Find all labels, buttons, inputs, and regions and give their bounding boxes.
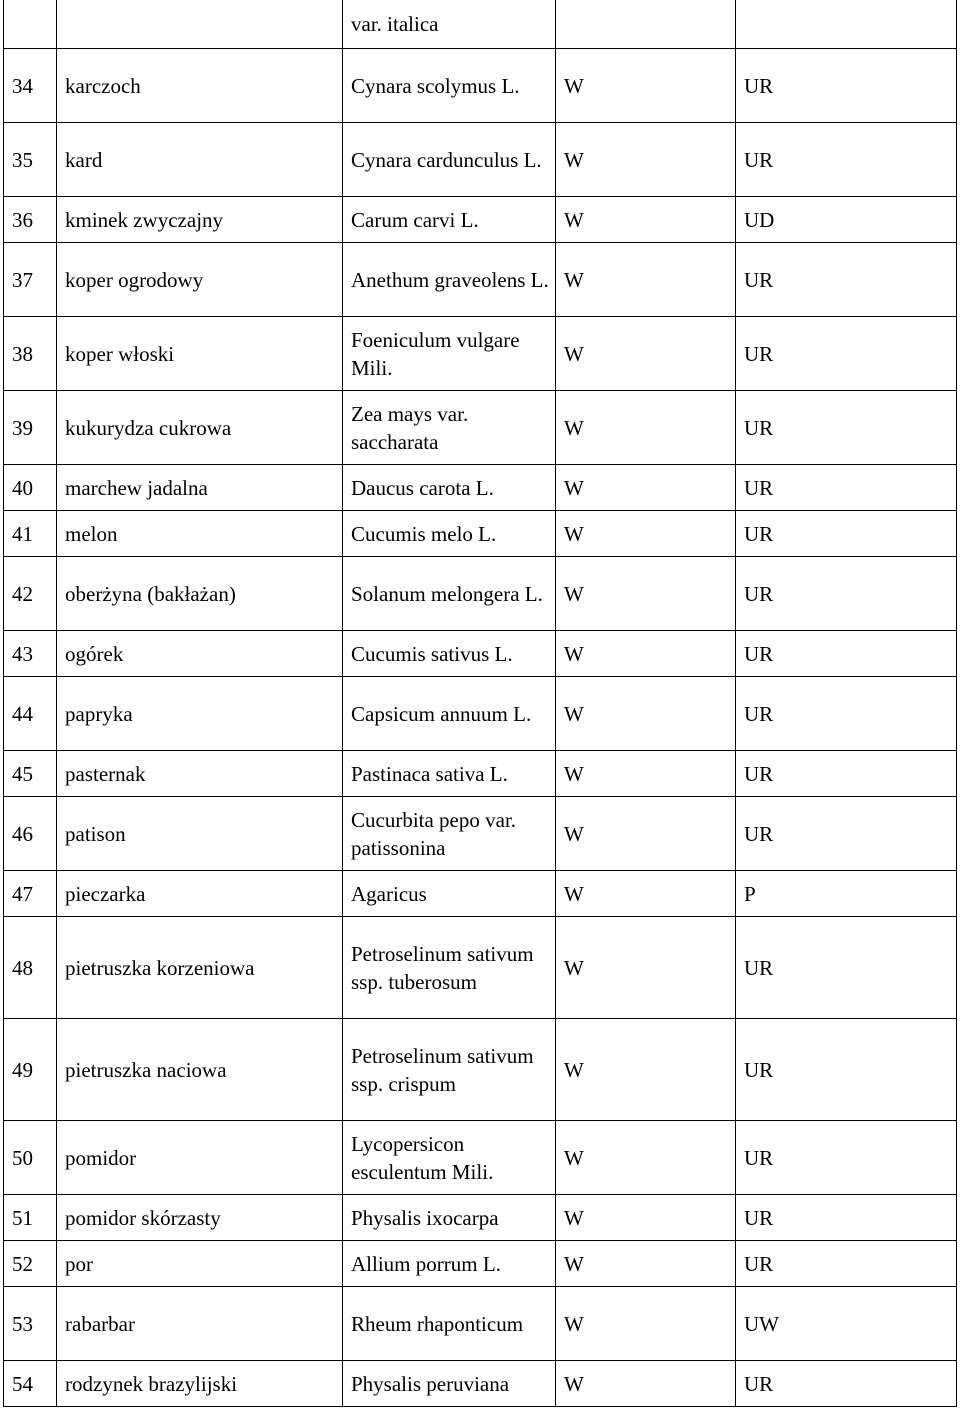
table-row [4,1361,957,1407]
group-code-cell: W [556,197,736,243]
table-row [4,1019,957,1121]
category-code-cell: UR [736,1121,957,1195]
row-number-cell: 37 [4,243,57,317]
group-code-cell: W [556,1287,736,1361]
row-number-cell: 46 [4,797,57,871]
species-table-body [4,0,957,1407]
common-name-cell: pasternak [57,751,343,797]
row-number-cell: 52 [4,1241,57,1287]
common-name-cell: marchew jadalna [57,465,343,511]
category-code-cell [736,0,957,49]
category-code-cell: UR [736,123,957,197]
category-code-cell: UR [736,1241,957,1287]
latin-name-cell: Petroselinum sativum ssp. tuberosum [343,917,556,1019]
row-number-cell [4,0,57,49]
row-number-cell: 35 [4,123,57,197]
common-name-cell: rodzynek brazylijski [57,1361,343,1407]
latin-name-cell: var. italica [343,0,556,49]
table-row [4,677,957,751]
category-code-cell: UR [736,917,957,1019]
common-name-cell [57,0,343,49]
category-code-cell: UR [736,677,957,751]
common-name-cell: pietruszka korzeniowa [57,917,343,1019]
row-number-cell: 43 [4,631,57,677]
common-name-cell: patison [57,797,343,871]
group-code-cell: W [556,1195,736,1241]
category-code-cell: UR [736,797,957,871]
table-row [4,123,957,197]
row-number-cell: 41 [4,511,57,557]
table-row [4,243,957,317]
category-code-cell: UD [736,197,957,243]
row-number-cell: 40 [4,465,57,511]
latin-name-cell: Zea mays var. saccharata [343,391,556,465]
category-code-cell: UR [736,1361,957,1407]
latin-name-cell: Physalis peruviana [343,1361,556,1407]
category-code-cell: UR [736,1019,957,1121]
category-code-cell: UR [736,1195,957,1241]
group-code-cell: W [556,751,736,797]
common-name-cell: por [57,1241,343,1287]
table-row [4,797,957,871]
common-name-cell: melon [57,511,343,557]
group-code-cell: W [556,465,736,511]
common-name-cell: ogórek [57,631,343,677]
category-code-cell: UR [736,465,957,511]
latin-name-cell: Foeniculum vulgare Mili. [343,317,556,391]
category-code-cell: UR [736,49,957,123]
group-code-cell: W [556,631,736,677]
category-code-cell: UR [736,751,957,797]
group-code-cell: W [556,1019,736,1121]
group-code-cell: W [556,317,736,391]
latin-name-cell: Cucumis sativus L. [343,631,556,677]
common-name-cell: kard [57,123,343,197]
table-row [4,631,957,677]
latin-name-cell: Anethum graveolens L. [343,243,556,317]
common-name-cell: oberżyna (bakłażan) [57,557,343,631]
table-row [4,1121,957,1195]
latin-name-cell: Cynara scolymus L. [343,49,556,123]
group-code-cell: W [556,871,736,917]
latin-name-cell: Lycopersicon esculentum Mili. [343,1121,556,1195]
species-table [3,0,957,1407]
category-code-cell: UR [736,317,957,391]
table-row [4,1195,957,1241]
row-number-cell: 36 [4,197,57,243]
latin-name-cell: Rheum rhaponticum [343,1287,556,1361]
row-number-cell: 48 [4,917,57,1019]
row-number-cell: 54 [4,1361,57,1407]
table-row [4,1241,957,1287]
group-code-cell: W [556,1121,736,1195]
latin-name-cell: Physalis ixocarpa [343,1195,556,1241]
table-row [4,391,957,465]
table-row [4,317,957,391]
group-code-cell: W [556,49,736,123]
table-row [4,751,957,797]
table-row [4,917,957,1019]
common-name-cell: pomidor [57,1121,343,1195]
common-name-cell: pietruszka naciowa [57,1019,343,1121]
row-number-cell: 39 [4,391,57,465]
common-name-cell: pomidor skórzasty [57,1195,343,1241]
category-code-cell: UR [736,631,957,677]
row-number-cell: 38 [4,317,57,391]
row-number-cell: 34 [4,49,57,123]
group-code-cell: W [556,677,736,751]
category-code-cell: UR [736,511,957,557]
row-number-cell: 50 [4,1121,57,1195]
table-row [4,197,957,243]
table-row [4,0,957,49]
group-code-cell: W [556,797,736,871]
table-row [4,49,957,123]
row-number-cell: 42 [4,557,57,631]
category-code-cell: UR [736,391,957,465]
group-code-cell [556,0,736,49]
table-row [4,557,957,631]
table-row [4,1287,957,1361]
latin-name-cell: Agaricus [343,871,556,917]
row-number-cell: 45 [4,751,57,797]
common-name-cell: koper włoski [57,317,343,391]
group-code-cell: W [556,917,736,1019]
common-name-cell: koper ogrodowy [57,243,343,317]
common-name-cell: kukurydza cukrowa [57,391,343,465]
latin-name-cell: Allium porrum L. [343,1241,556,1287]
table-row [4,465,957,511]
common-name-cell: kminek zwyczajny [57,197,343,243]
latin-name-cell: Capsicum annuum L. [343,677,556,751]
group-code-cell: W [556,243,736,317]
row-number-cell: 53 [4,1287,57,1361]
common-name-cell: rabarbar [57,1287,343,1361]
category-code-cell: UR [736,243,957,317]
latin-name-cell: Cucumis melo L. [343,511,556,557]
group-code-cell: W [556,1241,736,1287]
latin-name-cell: Pastinaca sativa L. [343,751,556,797]
table-row [4,871,957,917]
row-number-cell: 44 [4,677,57,751]
table-row [4,511,957,557]
group-code-cell: W [556,511,736,557]
row-number-cell: 51 [4,1195,57,1241]
common-name-cell: karczoch [57,49,343,123]
category-code-cell: P [736,871,957,917]
latin-name-cell: Carum carvi L. [343,197,556,243]
common-name-cell: papryka [57,677,343,751]
latin-name-cell: Petroselinum sativum ssp. crispum [343,1019,556,1121]
category-code-cell: UW [736,1287,957,1361]
row-number-cell: 49 [4,1019,57,1121]
latin-name-cell: Cucurbita pepo var. patissonina [343,797,556,871]
latin-name-cell: Cynara cardunculus L. [343,123,556,197]
latin-name-cell: Daucus carota L. [343,465,556,511]
group-code-cell: W [556,123,736,197]
group-code-cell: W [556,391,736,465]
group-code-cell: W [556,557,736,631]
latin-name-cell: Solanum melongera L. [343,557,556,631]
common-name-cell: pieczarka [57,871,343,917]
row-number-cell: 47 [4,871,57,917]
group-code-cell: W [556,1361,736,1407]
category-code-cell: UR [736,557,957,631]
